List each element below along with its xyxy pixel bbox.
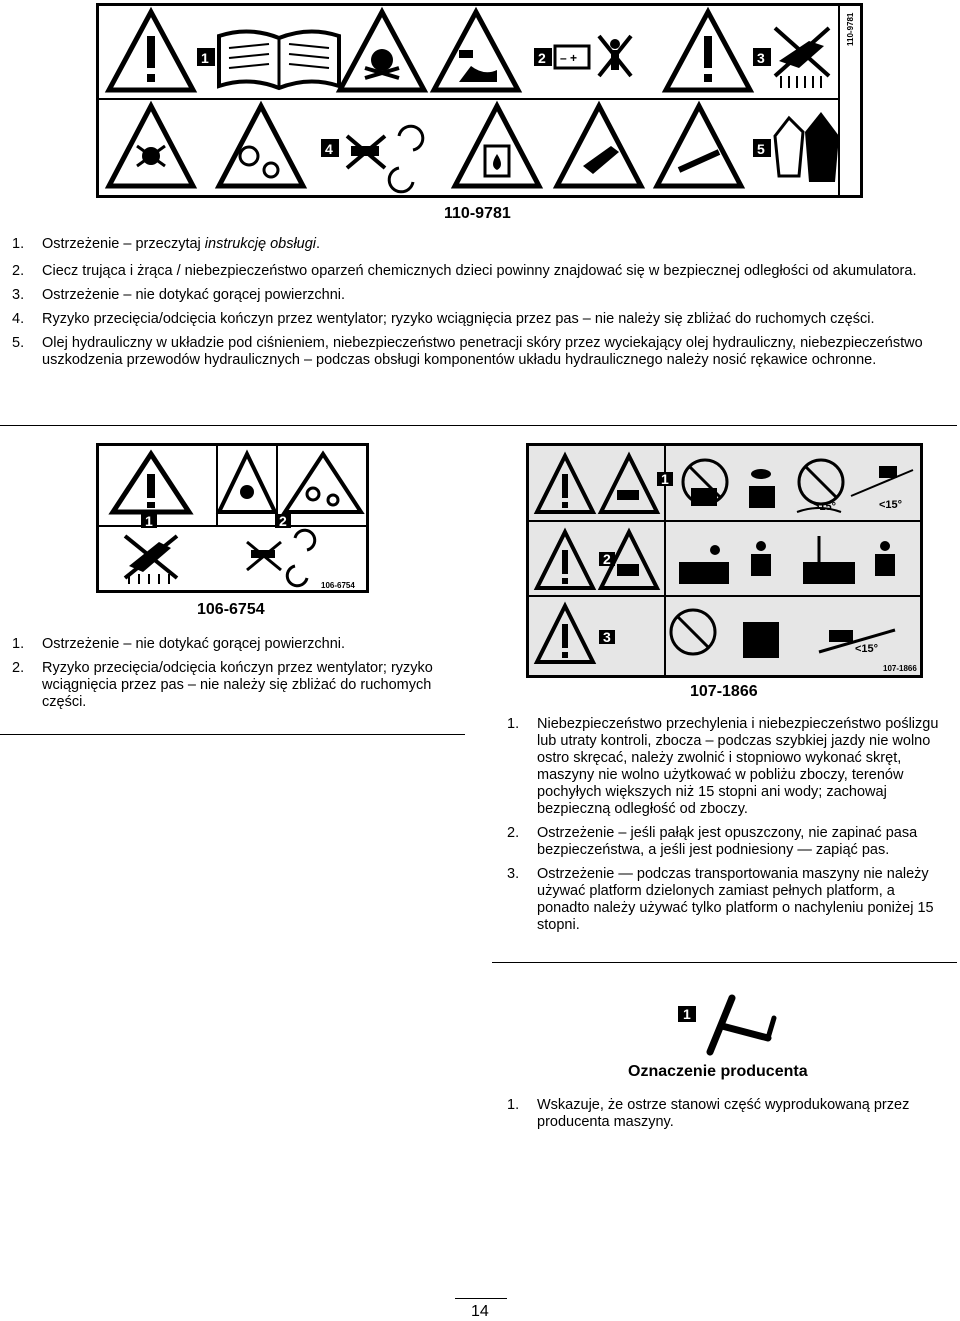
svg-text:2: 2 — [603, 551, 611, 567]
no-hand-near-fan-icon — [247, 542, 281, 570]
warning-triangle-icon — [109, 12, 193, 90]
caption-item: 2. Ryzyko przecięcia/odcięcia kończyn przez wentylator; ryzyko wciągnięcia przez pas – nie należy się zbliżać do ruchomych części. — [12, 660, 433, 710]
skin-penetration-triangle-icon — [557, 106, 641, 186]
caption-item: 1. Niebezpieczeństwo przechylenia i niebezpieczeństwo poślizgu lub utraty kontroli, zbocza – podczas szybkiej jazdy nie wolno ostro skręcać, należy zwolnić i stopniowo wykonać skręt, maszyny nie wolno użytkować w pobliżu zboczy, terenów pochyłych większych niż 15 stopni ani wody; zachowaj bezpieczną odległość od zboczy. — [507, 716, 939, 817]
callout-3 — [599, 629, 615, 645]
caption-item: 2. Ostrzeżenie – jeśli pałąk jest opuszczony, nie zapinać pasa bezpieczeństwa, a jeśli jest podniesiony — zapiąć pas. — [507, 825, 918, 858]
caption-item: 1. Ostrzeżenie – przeczytaj instrukcję obsługi. — [12, 236, 321, 252]
hot-surface-hand-icon — [125, 536, 177, 584]
manual-book-icon — [219, 31, 339, 88]
svg-text:4: 4 — [325, 141, 333, 157]
battery-icon — [555, 46, 589, 68]
section-divider — [0, 425, 957, 426]
callout-4 — [321, 139, 339, 157]
decal-110-9781-image — [96, 3, 863, 198]
page-number: 14 — [471, 1303, 489, 1320]
svg-text:1: 1 — [145, 513, 153, 529]
warning-triangle-icon — [666, 12, 750, 90]
belt-entanglement-triangle-icon — [285, 454, 361, 512]
callout-5 — [753, 139, 771, 157]
decal-107-1866-image — [526, 443, 923, 678]
callout-2 — [599, 551, 615, 567]
warning-triangle-icon — [113, 454, 189, 512]
full-ramp-icon — [743, 622, 779, 658]
svg-text:3: 3 — [603, 629, 611, 645]
callout-3 — [753, 48, 771, 66]
decal-110-9781-artwork — [99, 6, 860, 195]
callout-1 — [197, 48, 215, 66]
manufacturer-title: Oznaczenie producenta — [628, 1063, 808, 1080]
angle-lt-15-ramp: <15° — [855, 643, 879, 655]
svg-text:1: 1 — [683, 1006, 691, 1022]
caption-item: 3. Ostrzeżenie – nie dotykać gorącej powierzchni. — [12, 287, 346, 303]
page-number-rule — [455, 1298, 507, 1299]
keep-children-away-icon — [599, 36, 631, 76]
caption-item: 3. Ostrzeżenie — podczas transportowania maszyny nie należy używać platform dzielonych zamiast pełnych platform, a ponadto należy używać tylko platform o nachyleniu poniżej 15 stopni. — [507, 866, 934, 933]
blade-mark-icon — [676, 990, 786, 1060]
manufacturer-captions — [507, 1097, 947, 1138]
belt-entanglement-triangle-icon — [219, 106, 303, 186]
caption-item: 5. Olej hydrauliczny w układzie pod ciśnieniem, niebezpieczeństwo penetracji skóry przez wyciekający olej hydrauliczny, niebezpieczeństwo uszkodzenia przewodów hydraulicznych – podczas obsługi komponentów układu hydraulicznego należy nosić rękawice ochronne. — [12, 335, 923, 368]
callout-2 — [534, 48, 552, 66]
section-divider — [0, 734, 465, 735]
decal-107-1866-code: 107-1866 — [690, 683, 758, 700]
decal-107-1866-captions — [507, 716, 947, 941]
poison-skull-triangle-icon — [340, 12, 424, 90]
hot-surface-hand-icon — [775, 28, 829, 88]
caption-item: 1. Wskazuje, że ostrze stanowi część wyprodukowaną przez producenta maszyny. — [507, 1097, 910, 1130]
rotating-arrows-icon — [389, 126, 423, 192]
decal-110-9781-code: 110-9781 — [444, 205, 511, 222]
svg-text:– +: – + — [560, 51, 578, 65]
corrosive-triangle-icon — [434, 12, 518, 90]
caption-item: 2. Ciecz trująca i żrąca / niebezpieczeństwo oparzeń chemicznych dzieci powinny znajdować się w bezpiecznej odległości od akumulatora. — [12, 263, 917, 279]
decal-110-9781-captions — [12, 236, 957, 376]
svg-text:3: 3 — [757, 50, 765, 66]
fan-hazard-triangle-icon — [109, 106, 193, 186]
caption-item: 1. Ostrzeżenie – nie dotykać gorącej powierzchni. — [12, 636, 346, 652]
protective-gloves-icon — [775, 112, 839, 182]
decal-106-6754-image — [96, 443, 369, 593]
rotating-arrows-icon — [287, 530, 314, 585]
decal-106-6754-captions — [12, 636, 452, 718]
decal-106-6754-code: 106-6754 — [197, 601, 265, 618]
svg-text:1: 1 — [661, 471, 669, 487]
section-divider — [492, 962, 957, 963]
svg-text:107-1866: 107-1866 — [883, 664, 917, 673]
callout-2 — [275, 513, 291, 529]
decal-106-6754-artwork — [99, 446, 366, 590]
svg-text:106-6754: 106-6754 — [321, 581, 355, 590]
manufacturer-mark-image — [676, 990, 786, 1060]
svg-text:5: 5 — [757, 141, 765, 157]
svg-text:1: 1 — [201, 50, 209, 66]
svg-text:110-9781: 110-9781 — [846, 12, 855, 46]
callout-1 — [657, 471, 673, 487]
decal-107-1866-artwork — [529, 446, 920, 675]
angle-lt-15: <15° — [879, 499, 903, 511]
callout-1 — [141, 513, 157, 529]
no-hand-near-fan-icon — [347, 136, 385, 168]
caption-item: 4. Ryzyko przecięcia/odcięcia kończyn przez wentylator; ryzyko wciągnięcia przez pas – nie należy się zbliżać do ruchomych części. — [12, 311, 875, 327]
svg-text:2: 2 — [538, 50, 546, 66]
hose-damage-triangle-icon — [657, 106, 741, 186]
hydraulic-fluid-triangle-icon — [455, 106, 539, 186]
angle-gt-15: >15° — [813, 501, 837, 513]
fan-hazard-triangle-icon — [219, 454, 275, 512]
svg-text:2: 2 — [279, 513, 287, 529]
